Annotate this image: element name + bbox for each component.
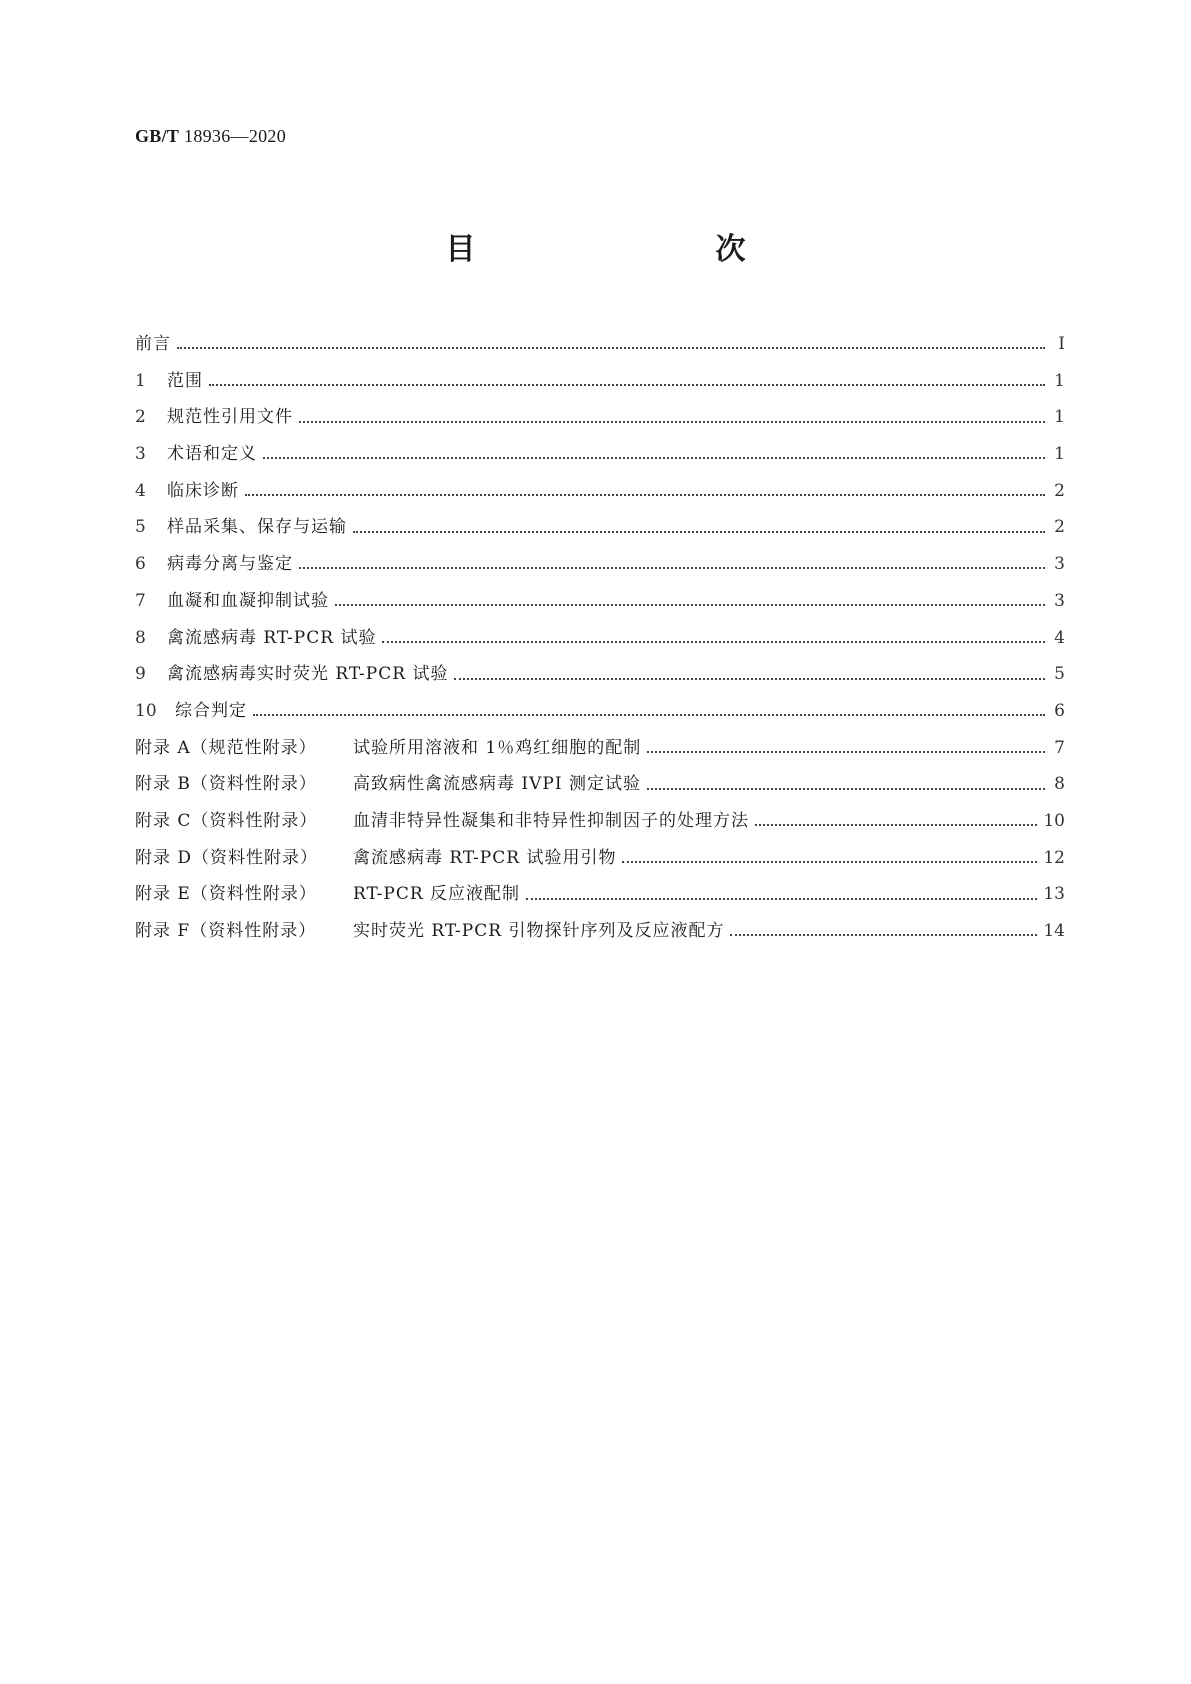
dot-leader [353,531,1045,533]
toc-entry-title: 病毒分离与鉴定 [167,554,293,575]
toc-entry-page: 5 [1054,664,1065,685]
toc-entry-page: 12 [1043,847,1065,868]
toc-entry-appendix-f[interactable] [135,913,1065,950]
toc-appendix-label: 附录 A（规范性附录） [135,737,317,758]
toc-entry-page: 10 [1043,810,1065,831]
toc-entry-6[interactable] [135,546,1065,583]
toc-appendix-label: 附录 B（资料性附录） [135,774,317,795]
toc-entry-page: Ⅰ [1058,334,1065,354]
toc-entry-3[interactable] [135,436,1065,473]
toc-entry-appendix-a[interactable] [135,730,1065,767]
dot-leader [730,934,1037,936]
toc-entry-page: 3 [1054,590,1065,611]
toc-entry-title: 禽流感病毒 RT-PCR 试验用引物 [353,847,617,868]
toc-entry-title: 前言 [135,334,171,354]
toc-entry-2[interactable] [135,399,1065,436]
toc-entry-1[interactable] [135,363,1065,400]
dot-leader [335,604,1045,606]
toc-entry-5[interactable] [135,509,1065,546]
toc-entry-number: 5 [135,517,146,538]
dot-leader [647,751,1045,753]
toc-entry-appendix-b[interactable] [135,766,1065,803]
toc-entry-title: 规范性引用文件 [167,407,293,428]
toc-entry-title: 样品采集、保存与运输 [167,517,347,538]
toc-entry-page: 6 [1054,700,1065,721]
toc-appendix-label: 附录 E（资料性附录） [135,884,317,905]
toc-entry-title: 禽流感病毒实时荧光 RT-PCR 试验 [167,664,449,685]
toc-entry-title: 血凝和血凝抑制试验 [167,590,329,611]
dot-leader [755,824,1037,826]
toc-entry-page: 1 [1054,444,1065,465]
toc-appendix-label: 附录 D（资料性附录） [135,847,319,868]
toc-entry-page: 2 [1054,517,1065,538]
toc-entry-title: 综合判定 [175,700,247,721]
toc-entry-page: 3 [1054,554,1065,575]
toc-entry-appendix-e[interactable] [135,876,1065,913]
toc-entry-page: 14 [1043,921,1065,941]
toc-entry-page: 1 [1054,370,1065,391]
toc-entry-8[interactable] [135,620,1065,657]
toc-entry-7[interactable] [135,583,1065,620]
toc-entry-appendix-d[interactable] [135,840,1065,877]
toc-title: 目 次 [445,232,806,267]
toc-entry-number: 6 [135,554,146,575]
dot-leader [382,641,1045,643]
dot-leader [299,421,1045,423]
toc-entry-title: 术语和定义 [167,444,257,465]
dot-leader [622,861,1037,863]
toc-entry-page: 7 [1054,737,1065,758]
toc-entry-number: 3 [135,444,146,465]
toc-entry-page: 8 [1054,774,1065,795]
standard-prefix: GB/T [135,126,180,146]
toc-entry-10[interactable] [135,693,1065,730]
toc-appendix-label: 附录 F（资料性附录） [135,921,317,941]
toc-entry-4[interactable] [135,473,1065,510]
toc-entry-number: 1 [135,370,146,391]
toc-entry-page: 2 [1054,480,1065,501]
dot-leader [253,714,1045,716]
dot-leader [647,788,1045,790]
toc-entry-number: 2 [135,407,146,428]
toc-entry-foreword[interactable] [135,326,1065,363]
standard-number: 18936—2020 [184,126,287,146]
toc-entry-page: 13 [1043,884,1065,905]
toc-entry-number: 8 [135,627,146,648]
toc-entry-number: 4 [135,480,146,501]
dot-leader [209,384,1045,386]
dot-leader [526,898,1037,900]
toc-entry-title: 实时荧光 RT-PCR 引物探针序列及反应液配方 [353,921,725,941]
toc-appendix-label: 附录 C（资料性附录） [135,810,318,831]
toc-entry-appendix-c[interactable] [135,803,1065,840]
toc-entry-title: RT-PCR 反应液配制 [353,884,521,905]
dot-leader [177,347,1045,349]
toc-entry-title: 临床诊断 [167,480,239,501]
dot-leader [299,567,1045,569]
toc-entry-title: 范围 [167,370,203,391]
table-of-contents [135,326,1065,950]
toc-entry-page: 4 [1054,627,1065,648]
toc-entry-title: 高致病性禽流感病毒 IVPI 测定试验 [353,774,641,795]
toc-entry-number: 9 [135,664,146,685]
toc-entry-number: 10 [135,700,157,721]
toc-entry-9[interactable] [135,656,1065,693]
toc-entry-title: 血清非特异性凝集和非特异性抑制因子的处理方法 [353,810,749,831]
dot-leader [245,494,1045,496]
standard-code [135,126,286,147]
toc-entry-title: 试验所用溶液和 1％鸡红细胞的配制 [353,737,642,758]
toc-entry-number: 7 [135,590,146,611]
toc-entry-title: 禽流感病毒 RT-PCR 试验 [167,627,377,648]
toc-entry-page: 1 [1054,407,1065,428]
dot-leader [454,678,1045,680]
dot-leader [263,457,1045,459]
